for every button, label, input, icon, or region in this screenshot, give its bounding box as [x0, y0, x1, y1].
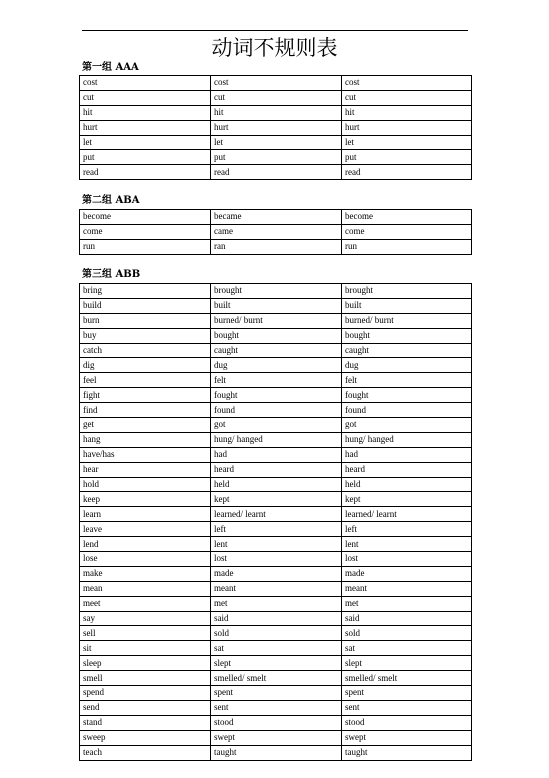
- table-row: [80, 522, 472, 537]
- table-row: [80, 537, 472, 552]
- table-row: [80, 284, 472, 299]
- cell-past-participle: left: [342, 522, 472, 537]
- table-row: [80, 507, 472, 522]
- cell-past-tense: cost: [211, 76, 342, 91]
- cell-past-tense: stood: [211, 715, 342, 730]
- cell-past-participle: stood: [342, 715, 472, 730]
- cell-past-participle: hit: [342, 105, 472, 120]
- cell-base-form: come: [80, 224, 211, 239]
- cell-past-participle: hung/ hanged: [342, 432, 472, 447]
- table-row: [80, 656, 472, 671]
- cell-base-form: become: [80, 210, 211, 225]
- table-row: [80, 358, 472, 373]
- cell-base-form: sell: [80, 626, 211, 641]
- cell-past-tense: brought: [211, 284, 342, 299]
- cell-past-tense: hurt: [211, 120, 342, 135]
- cell-base-form: spend: [80, 686, 211, 701]
- cell-past-tense: fought: [211, 388, 342, 403]
- cell-base-form: teach: [80, 745, 211, 760]
- table-row: [80, 373, 472, 388]
- cell-base-form: smell: [80, 671, 211, 686]
- cell-past-tense: kept: [211, 492, 342, 507]
- cell-past-tense: ran: [211, 239, 342, 254]
- cell-base-form: keep: [80, 492, 211, 507]
- table-row: [80, 418, 472, 433]
- cell-past-participle: cost: [342, 76, 472, 91]
- cell-past-participle: heard: [342, 462, 472, 477]
- cell-past-participle: read: [342, 165, 472, 180]
- cell-past-tense: held: [211, 477, 342, 492]
- cell-past-participle: spent: [342, 686, 472, 701]
- table-row: [80, 90, 472, 105]
- table-row: [80, 477, 472, 492]
- cell-base-form: feel: [80, 373, 211, 388]
- table-row: [80, 165, 472, 180]
- table-row: [80, 388, 472, 403]
- cell-base-form: sit: [80, 641, 211, 656]
- cell-past-participle: made: [342, 566, 472, 581]
- cell-base-form: run: [80, 239, 211, 254]
- cell-past-participle: caught: [342, 343, 472, 358]
- cell-past-participle: slept: [342, 656, 472, 671]
- table-row: [80, 730, 472, 745]
- cell-past-tense: spent: [211, 686, 342, 701]
- group-label-aba: 第二组 ABA: [82, 195, 140, 206]
- cell-past-tense: sat: [211, 641, 342, 656]
- cell-base-form: build: [80, 298, 211, 313]
- cell-past-participle: lost: [342, 552, 472, 567]
- table-row: [80, 552, 472, 567]
- table-row: [80, 611, 472, 626]
- cell-past-participle: come: [342, 224, 472, 239]
- cell-past-participle: sold: [342, 626, 472, 641]
- table-row: [80, 671, 472, 686]
- cell-past-tense: sent: [211, 700, 342, 715]
- cell-past-tense: heard: [211, 462, 342, 477]
- cell-past-tense: sold: [211, 626, 342, 641]
- cell-past-participle: felt: [342, 373, 472, 388]
- cell-past-participle: had: [342, 447, 472, 462]
- cell-base-form: lend: [80, 537, 211, 552]
- table-row: [80, 76, 472, 91]
- cell-base-form: bring: [80, 284, 211, 299]
- verb-table-aaa: [79, 75, 472, 180]
- cell-base-form: hear: [80, 462, 211, 477]
- cell-past-tense: said: [211, 611, 342, 626]
- cell-past-participle: let: [342, 135, 472, 150]
- cell-past-tense: dug: [211, 358, 342, 373]
- table-row: [80, 700, 472, 715]
- header-rule: [82, 30, 468, 31]
- cell-past-participle: said: [342, 611, 472, 626]
- group-label-abb: 第三组 ABB: [82, 269, 141, 280]
- cell-base-form: cut: [80, 90, 211, 105]
- cell-past-participle: hurt: [342, 120, 472, 135]
- cell-past-participle: swept: [342, 730, 472, 745]
- cell-base-form: catch: [80, 343, 211, 358]
- cell-base-form: let: [80, 135, 211, 150]
- cell-past-tense: lost: [211, 552, 342, 567]
- cell-base-form: read: [80, 165, 211, 180]
- cell-past-tense: found: [211, 403, 342, 418]
- table-row: [80, 715, 472, 730]
- cell-past-tense: built: [211, 298, 342, 313]
- cell-past-participle: smelled/ smelt: [342, 671, 472, 686]
- cell-past-participle: built: [342, 298, 472, 313]
- cell-past-tense: made: [211, 566, 342, 581]
- cell-past-tense: felt: [211, 373, 342, 388]
- table-row: [80, 298, 472, 313]
- cell-past-tense: lent: [211, 537, 342, 552]
- table-row: [80, 224, 472, 239]
- cell-past-participle: met: [342, 596, 472, 611]
- cell-base-form: sleep: [80, 656, 211, 671]
- cell-past-tense: burned/ burnt: [211, 313, 342, 328]
- table-row: [80, 641, 472, 656]
- table-row: [80, 328, 472, 343]
- cell-past-participle: held: [342, 477, 472, 492]
- cell-past-tense: taught: [211, 745, 342, 760]
- table-row: [80, 566, 472, 581]
- table-row: [80, 135, 472, 150]
- cell-past-tense: became: [211, 210, 342, 225]
- cell-past-participle: cut: [342, 90, 472, 105]
- cell-past-tense: put: [211, 150, 342, 165]
- table-row: [80, 210, 472, 225]
- cell-past-tense: left: [211, 522, 342, 537]
- cell-past-tense: bought: [211, 328, 342, 343]
- cell-past-participle: lent: [342, 537, 472, 552]
- cell-past-participle: sat: [342, 641, 472, 656]
- cell-past-tense: read: [211, 165, 342, 180]
- table-row: [80, 120, 472, 135]
- cell-base-form: hurt: [80, 120, 211, 135]
- cell-base-form: burn: [80, 313, 211, 328]
- cell-past-participle: taught: [342, 745, 472, 760]
- cell-past-participle: become: [342, 210, 472, 225]
- cell-base-form: lose: [80, 552, 211, 567]
- cell-base-form: hit: [80, 105, 211, 120]
- table-row: [80, 626, 472, 641]
- cell-past-participle: put: [342, 150, 472, 165]
- cell-base-form: hang: [80, 432, 211, 447]
- cell-past-tense: came: [211, 224, 342, 239]
- cell-past-participle: learned/ learnt: [342, 507, 472, 522]
- cell-past-participle: burned/ burnt: [342, 313, 472, 328]
- cell-base-form: sweep: [80, 730, 211, 745]
- table-row: [80, 239, 472, 254]
- group-label-aaa: 第一组 AAA: [82, 62, 139, 73]
- cell-past-tense: smelled/ smelt: [211, 671, 342, 686]
- cell-past-participle: meant: [342, 581, 472, 596]
- cell-past-tense: meant: [211, 581, 342, 596]
- cell-past-tense: hung/ hanged: [211, 432, 342, 447]
- page-title: 动词不规则表: [211, 36, 338, 60]
- table-row: [80, 105, 472, 120]
- cell-base-form: dig: [80, 358, 211, 373]
- cell-past-tense: met: [211, 596, 342, 611]
- table-row: [80, 462, 472, 477]
- cell-base-form: get: [80, 418, 211, 433]
- verb-table-aba: [79, 209, 472, 255]
- cell-base-form: buy: [80, 328, 211, 343]
- cell-past-participle: run: [342, 239, 472, 254]
- cell-base-form: cost: [80, 76, 211, 91]
- cell-past-participle: found: [342, 403, 472, 418]
- cell-base-form: stand: [80, 715, 211, 730]
- table-row: [80, 447, 472, 462]
- table-row: [80, 313, 472, 328]
- cell-past-tense: got: [211, 418, 342, 433]
- verb-table-abb: [79, 283, 472, 761]
- cell-base-form: say: [80, 611, 211, 626]
- table-row: [80, 492, 472, 507]
- cell-base-form: put: [80, 150, 211, 165]
- cell-past-tense: caught: [211, 343, 342, 358]
- cell-past-tense: slept: [211, 656, 342, 671]
- cell-base-form: send: [80, 700, 211, 715]
- table-row: [80, 745, 472, 760]
- table-row: [80, 686, 472, 701]
- cell-base-form: make: [80, 566, 211, 581]
- cell-base-form: meet: [80, 596, 211, 611]
- table-row: [80, 150, 472, 165]
- cell-past-tense: swept: [211, 730, 342, 745]
- cell-base-form: have/has: [80, 447, 211, 462]
- cell-past-participle: fought: [342, 388, 472, 403]
- cell-base-form: hold: [80, 477, 211, 492]
- cell-base-form: learn: [80, 507, 211, 522]
- table-row: [80, 403, 472, 418]
- cell-past-tense: learned/ learnt: [211, 507, 342, 522]
- table-row: [80, 596, 472, 611]
- cell-past-participle: dug: [342, 358, 472, 373]
- cell-base-form: find: [80, 403, 211, 418]
- cell-past-participle: kept: [342, 492, 472, 507]
- table-row: [80, 343, 472, 358]
- cell-base-form: leave: [80, 522, 211, 537]
- table-row: [80, 432, 472, 447]
- cell-past-tense: cut: [211, 90, 342, 105]
- cell-base-form: fight: [80, 388, 211, 403]
- cell-past-tense: let: [211, 135, 342, 150]
- cell-past-participle: bought: [342, 328, 472, 343]
- cell-past-tense: had: [211, 447, 342, 462]
- cell-past-tense: hit: [211, 105, 342, 120]
- cell-past-participle: got: [342, 418, 472, 433]
- cell-past-participle: sent: [342, 700, 472, 715]
- table-row: [80, 581, 472, 596]
- cell-base-form: mean: [80, 581, 211, 596]
- cell-past-participle: brought: [342, 284, 472, 299]
